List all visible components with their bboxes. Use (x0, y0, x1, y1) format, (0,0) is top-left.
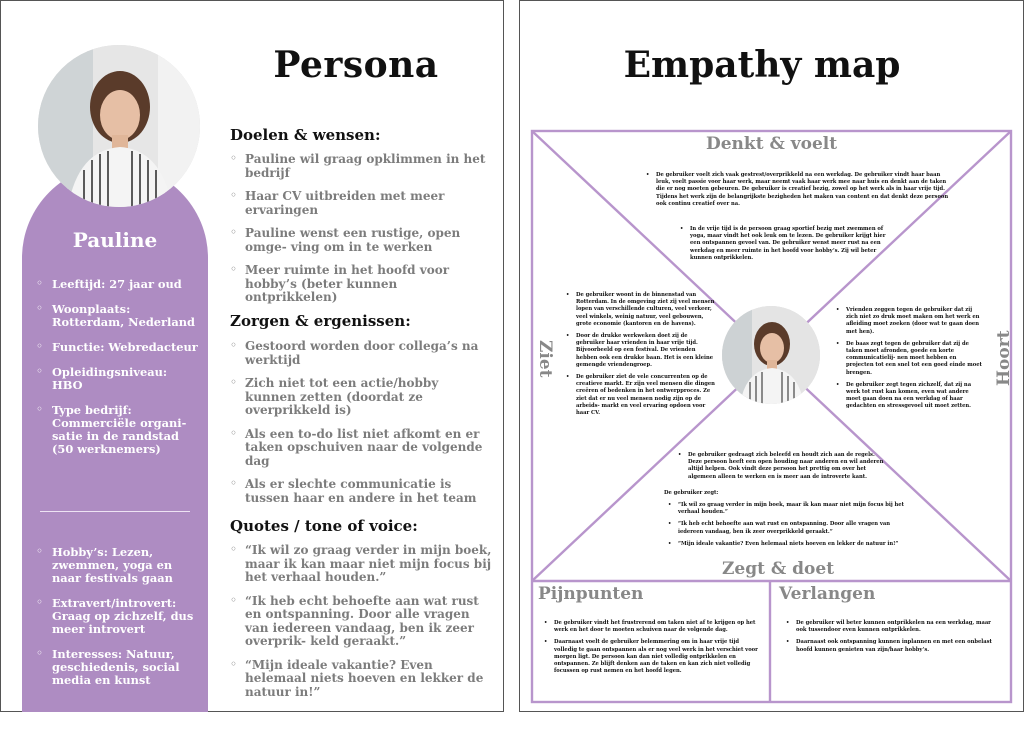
list-item: • De gebruiker zegt tegen zichzelf, dat zij na werk tot rust kan komen, even wat andere moet gaan doen na een werkdag of haar gedachten en stressgevoel uit moet zetten. (836, 382, 984, 411)
list-item: • De gebruiker woont in de binnenstad van Rotterdam. In de omgeving ziet zij veel mensen lopen van verschillende culturen, veel verkeer, veel winkels, weinig natuur, veel gebouwen, grote economie (kantoren en de havens). (566, 292, 716, 328)
empathy-title: Empathy map (623, 44, 901, 86)
empathy-avatar (722, 306, 820, 404)
gains-list (786, 620, 998, 659)
list-item: ◦ Extravert/introvert: Graag op zichzelf, dus meer introvert (34, 597, 199, 636)
persona-interests-list (34, 546, 199, 699)
list-item: ◦ Pauline wil graag opklimmen in het bedrijf (230, 153, 492, 180)
list-item: ◦ Interesses: Natuur, geschiedenis, social media en kunst (34, 648, 199, 687)
list-item: ◦ Hobby’s: Lezen, zwemmen, yoga en naar festivals gaan (34, 546, 199, 585)
says-list (668, 502, 904, 553)
list-item: • “Ik heb echt behoefte aan wat rust en ontspanning. Door alle vragen van iedereen vandaag, ben ik zeer overprikkeld geraakt.” (668, 521, 904, 535)
think-feel-text-2 (680, 226, 895, 267)
list-item: ◦ Haar CV uitbreiden met meer ervaringen (230, 190, 492, 217)
persona-title: Persona (273, 44, 439, 86)
list-item: • In de vrije tijd is de persoon graag sportief bezig met zwemmen of yoga, maar vindt het ook leuk om te lezen. De gebruiker krijgt hier een ontspannen gevoel van. De gebruiker wenst meer rust na een werkdag en meer ruimte in het hoofd voor hobby’s. Zij wil beter kunnen ontprikkelen. (680, 226, 895, 262)
list-item: • De gebruiker ziet de vele concurrenten op de creatieve markt. Er zijn veel mensen die dingen creëren of bedenken in het ontwerpproces. Ze ziet dat er nu veel mensen nodig zijn op de arbeids- markt en veel ervaring opdoen voor haar CV. (566, 374, 716, 417)
think-feel-label: Denkt & voelt (706, 134, 838, 154)
list-item: ◦ Leeftijd: 27 jaar oud (34, 278, 199, 291)
pains-label: Pijnpunten (538, 584, 644, 604)
list-item: ◦ “Mijn ideale vakantie? Even helemaal niets hoeven en lekker de natuur in!” (230, 659, 492, 700)
pains-list (544, 620, 758, 680)
list-item: ◦ Meer ruimte in het hoofd voor hobby’s (beter kunnen ontprikkelen) (230, 264, 492, 305)
list-item: • De baas zegt tegen de gebruiker dat zij de taken moet afronden, goede en korte communicatielij- nen moet hebben en projecten tot een snel tot een goed einde moet brengen. (836, 341, 984, 377)
quotes-list (230, 544, 492, 709)
list-item: ◦ Opleidingsniveau: HBO (34, 366, 199, 392)
quotes-heading: Quotes / tone of voice: (230, 517, 418, 535)
list-item: ◦ Pauline wenst een rustige, open omge- ving om in te werken (230, 227, 492, 254)
list-item: • Door de drukke werkweken doet zij de gebruiker haar vrienden in haar vrije tijd. Bijvoorbeeld op een festival. De vrienden hebben ook een drukke baan. Het is een kleine gemengde vriendengroep. (566, 333, 716, 369)
sees-label: Ziet (535, 340, 555, 378)
list-item: • “Mijn ideale vakantie? Even helemaal niets hoeven en lekker de natuur in!” (668, 541, 904, 548)
list-item: ◦ “Ik wil zo graag verder in mijn boek, maar ik kan maar niet mijn focus bij het verhaal houden.” (230, 544, 492, 585)
list-item: • Daarnaast voelt de gebruiker belemmering om in haar vrije tijd volledig te gaan ontspannen als er nog veel werk in het verschiet voor morgen ligt. De persoon kan dan niet volledig ontprikkelen en ontspannen. Ze blijft denken aan de taken en kan zich niet volledig focussen op rust nemen en het hoofd legen. (544, 639, 758, 675)
goals-heading: Doelen & wensen: (230, 126, 381, 144)
persona-avatar (38, 45, 200, 207)
worries-list (230, 340, 492, 515)
list-item: ◦ Functie: Webredacteur (34, 341, 199, 354)
list-item: • “Ik wil zo graag verder in mijn boek, maar ik kan maar niet mijn focus bij het verhaal houden.” (668, 502, 904, 516)
sees-text (566, 292, 716, 422)
list-item: ◦ Als er slechte communicatie is tussen haar en andere in het team (230, 478, 492, 505)
persona-facts-list (34, 278, 199, 468)
says-heading: De gebruiker zegt: (664, 490, 719, 496)
list-item: ◦ Type bedrijf: Commerciële organi- satie in de randstad (50 werknemers) (34, 404, 199, 456)
says-does-label: Zegt & doet (722, 559, 835, 579)
list-item: ◦ Woonplaats: Rotterdam, Nederland (34, 303, 199, 329)
hears-text (836, 307, 984, 416)
list-item: • Daarnaast ook ontspanning kunnen inplannen en met een onbelast hoofd kunnen genieten van zijn/haar hobby’s. (786, 639, 998, 653)
divider (40, 511, 190, 512)
think-feel-text (646, 172, 956, 213)
list-item: ◦ Als een to-do list niet afkomt en er taken opschuiven naar de volgende dag (230, 428, 492, 469)
list-item: • De gebruiker wil beter kunnen ontprikkelen na een werkdag, maar ook tussendoor even kunnen ontprikkelen. (786, 620, 998, 634)
list-item: • Vrienden zeggen tegen de gebruiker dat zij zich niet zo druk moet maken om het werk en afleiding moet zoeken (door wat te gaan doen met hen). (836, 307, 984, 336)
says-does-text (678, 452, 890, 486)
worries-heading: Zorgen & ergenissen: (230, 312, 411, 330)
persona-name: Pauline (72, 228, 158, 252)
list-item: ◦ Zich niet tot een actie/hobby kunnen zetten (doordat ze overprikkeld is) (230, 377, 492, 418)
list-item: • De gebruiker voelt zich vaak gestrest/overprikkeld na een werkdag. De gebruiker vindt haar baan leuk, voelt passie voor haar werk, maar neemt vaak haar werk mee naar huis en denkt aan de taken die er nog moeten gebeuren. De gebruiker is creatief bezig, zowel op het werk als in haar vrije tijd. Tijdens het werk zijn de belangrijkste bezigheden het maken van content en dat denkt deze persoon ook continu creatief over na. (646, 172, 956, 208)
list-item: • De gebruiker gedraagt zich beleefd en houdt zich aan de regels. Deze persoon heeft een open houding naar anderen en wil anderen altijd helpen. Ook vindt deze persoon het prettig om over het algemeen alleen te werken en is meer aan de introverte kant. (678, 452, 890, 481)
hears-label: Hoort (994, 330, 1014, 386)
gains-label: Verlangen (779, 584, 876, 604)
goals-list (230, 153, 492, 315)
list-item: • De gebruiker vindt het frustrerend om taken niet af te krijgen op het werk en het door te moeten schuiven naar de volgende dag. (544, 620, 758, 634)
list-item: ◦ “Ik heb echt behoefte aan wat rust en ontspanning. Door alle vragen van iedereen vandaag, ben ik zeer overprik- keld geraakt.” (230, 595, 492, 649)
list-item: ◦ Gestoord worden door collega’s na werktijd (230, 340, 492, 367)
